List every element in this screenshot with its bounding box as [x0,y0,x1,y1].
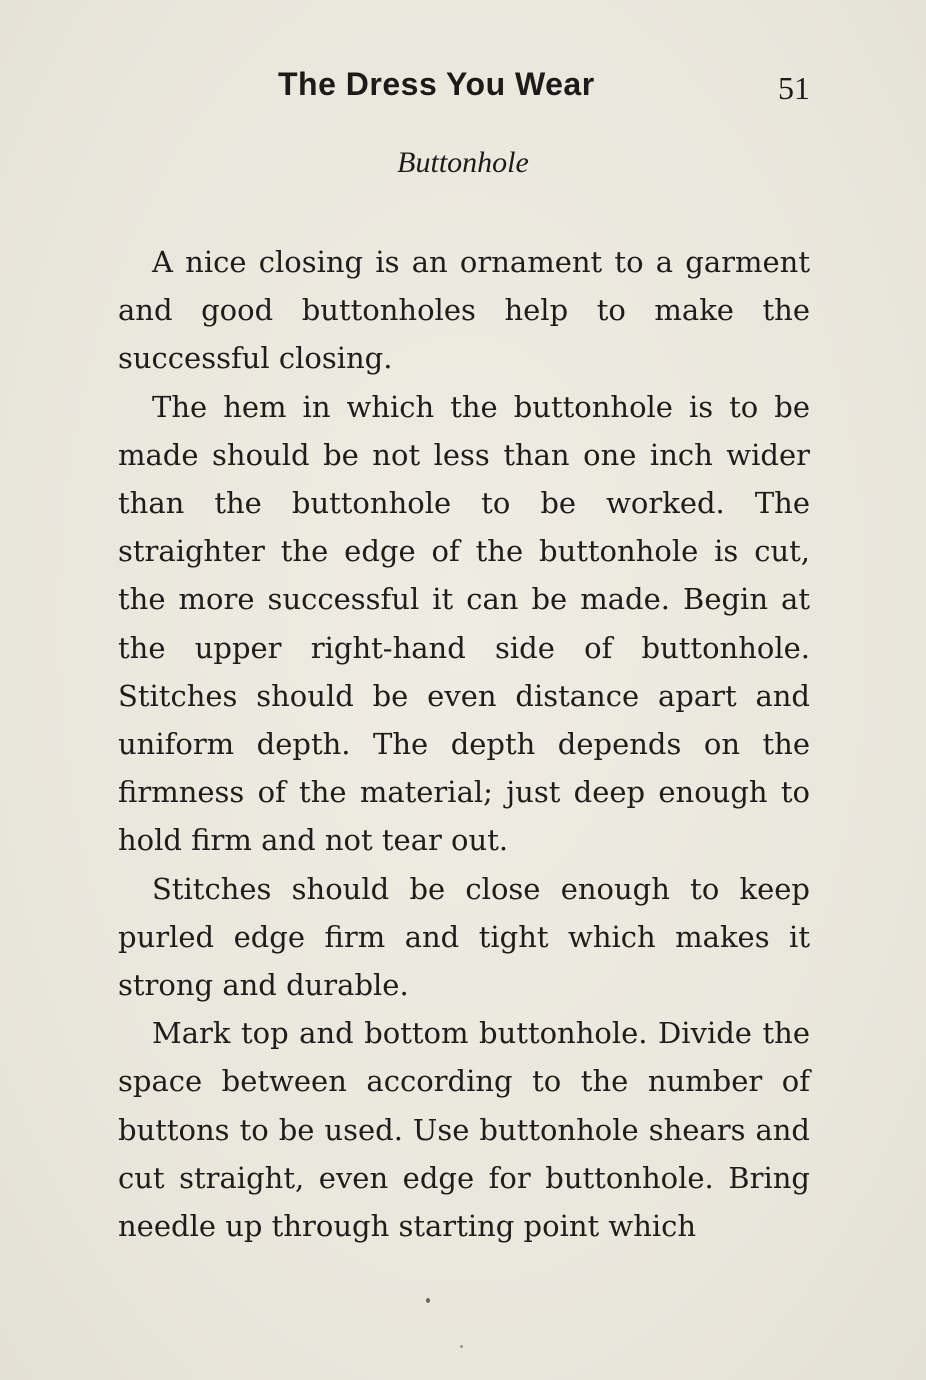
body-text [118,238,810,1250]
section-title: Buttonhole [397,146,529,179]
page-header [0,62,926,112]
paragraph: The hem in which the buttonhole is to be made should be not less than one inch wider than the buttonhole to be worked. The straighter the edge of the buttonhole is cut, the more successful it can be made. Begin at the upper right-hand side of buttonhole. Stitches should be even distance apart and uniform depth. The depth depends on the firmness of the material; just deep enough to hold firm and not tear out. [118,389,810,858]
running-title: The Dress You Wear [278,66,595,102]
paragraph: A nice closing is an ornament to a garment and good buttonholes help to make the successful closing. [118,245,810,376]
paper-speck [426,1298,430,1303]
page-number: 51 [778,70,810,106]
paper-speck [460,1345,463,1348]
paragraph: Mark top and bottom buttonhole. Divide the space between according to the number of buttons to be used. Use buttonhole shears and cut straight, even edge for buttonhole. Bring needle up through starting point which [118,1016,810,1244]
paragraph: Stitches should be close enough to keep purled edge firm and tight which makes it strong and durable. [118,871,810,1003]
